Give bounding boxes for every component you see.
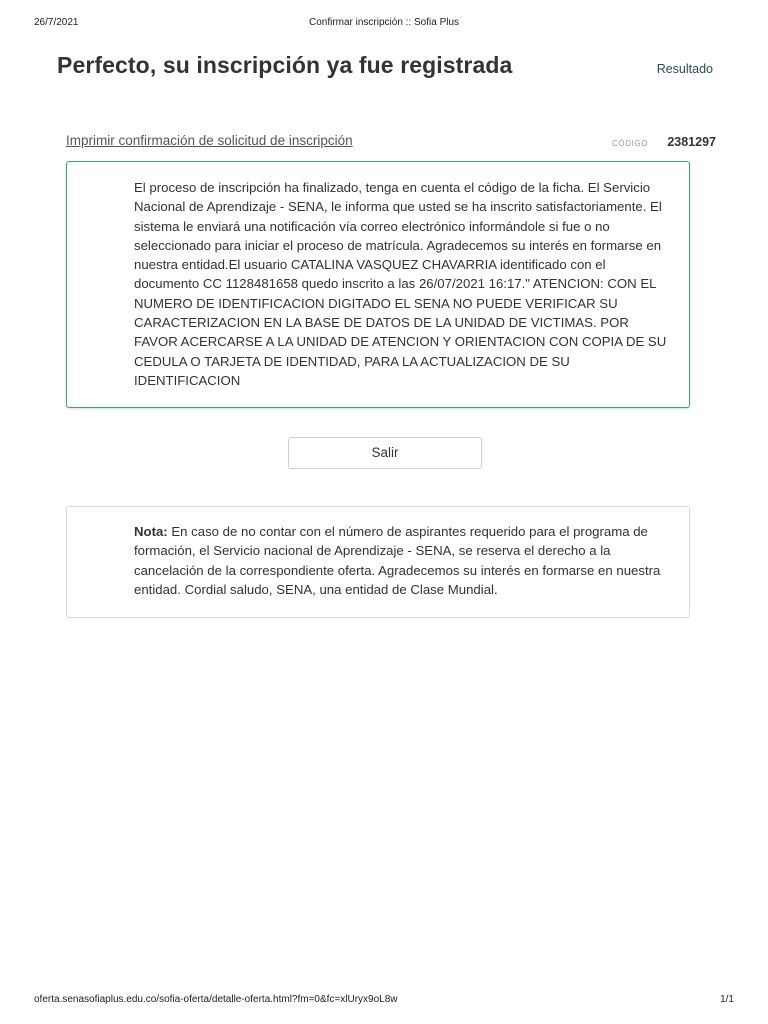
print-header [0, 17, 768, 31]
print-page-title: Confirmar inscripción :: Sofia Plus [308, 17, 460, 28]
print-footer-url: oferta.senasofiaplus.edu.co/sofia-oferta/detalle-oferta.html?fm=0&fc=xlUryx9oL8w [34, 994, 398, 1005]
page-title: Perfecto, su inscripción ya fue registrada [57, 52, 513, 78]
print-footer [0, 994, 768, 1008]
code-label: CÓDIGO [612, 139, 649, 148]
note-text: En caso de no contar con el número de aspirantes requerido para el programa de formación, el Servicio nacional de Aprendizaje - SENA, se reserva el derecho a la cancelación de la correspondiente oferta. Agradecemos su interés en formarse en nuestra entidad. Cordial saludo, SENA, una entidad de Clase Mundial. [134, 524, 661, 597]
note-label: Nota: [134, 524, 168, 539]
print-confirmation-link[interactable]: Imprimir confirmación de solicitud de inscripción [66, 133, 353, 148]
print-page-number: 1/1 [720, 994, 734, 1005]
confirmation-message-text: El proceso de inscripción ha finalizado, tenga en cuenta el código de la ficha. El Servicio Nacional de Aprendizaje - SENA, le informa que usted se ha inscrito satisfactoriamente. El sistema le enviará una notificación vía correo electrónico informándole si fue o no seleccionado para iniciar el proceso de matrícula. Agradecemos su interés en formarse en nuestra entidad.El usuario CATALINA VASQUEZ CHAVARRIA identificado con el documento CC 1128481658 quedo inscrito a las 26/07/2021 16:17." ATENCION: CON EL NUMERO DE IDENTIFICACION DIGITADO EL SENA NO PUEDE VERIFICAR SU CARACTERIZACION EN LA BASE DE DATOS DE LA UNIDAD DE VICTIMAS. POR FAVOR ACERCARSE A LA UNIDAD DE ATENCION Y ORIENTACION CON COPIA DE SU CEDULA O TARJETA DE IDENTIDAD, PARA LA ACTUALIZACION DE SU IDENTIFICACION [134, 180, 667, 388]
exit-button[interactable]: Salir [288, 437, 482, 469]
note-box [66, 506, 690, 618]
code-value: 2381297 [667, 135, 716, 149]
result-link[interactable]: Resultado [656, 62, 713, 76]
print-date: 26/7/2021 [34, 17, 79, 28]
confirmation-message-box [66, 161, 690, 408]
